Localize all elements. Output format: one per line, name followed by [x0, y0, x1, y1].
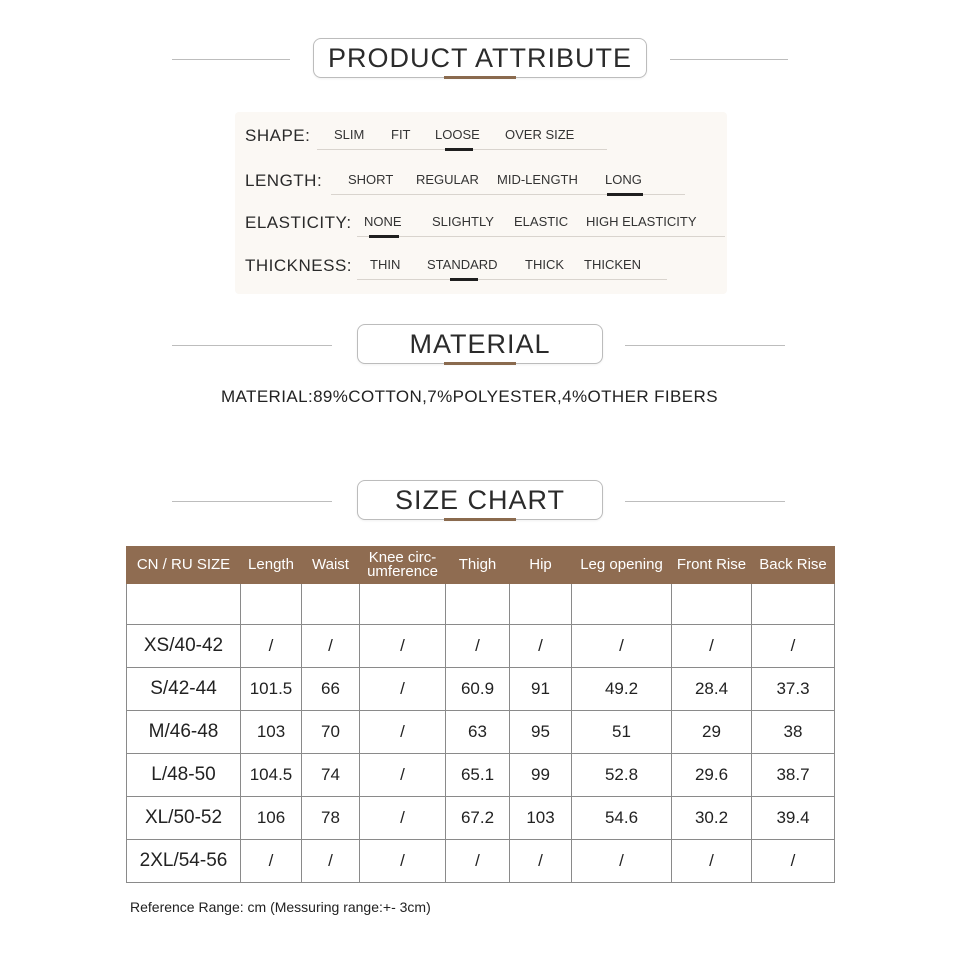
value-cell: 101.5 [241, 668, 302, 711]
header-line-right [625, 345, 785, 346]
value-cell: 78 [302, 797, 360, 840]
table-row [127, 754, 835, 797]
header-leg-opening: Leg opening [572, 547, 672, 584]
table-row [127, 711, 835, 754]
value-cell: / [360, 840, 446, 883]
attr-option: THICK [525, 257, 564, 272]
header-waist: Waist [302, 547, 360, 584]
attr-option: SHORT [348, 172, 394, 187]
attr-row-elasticity [245, 209, 725, 239]
header-line-right [670, 59, 788, 60]
table-header-row [127, 547, 835, 584]
attr-option: OVER SIZE [505, 127, 575, 142]
value-cell: 30.2 [672, 797, 752, 840]
table-row [127, 625, 835, 668]
value-cell: 60.9 [446, 668, 510, 711]
material-title: MATERIAL [409, 328, 551, 359]
value-cell: 70 [302, 711, 360, 754]
product-attribute-title-box [313, 38, 647, 78]
value-cell: / [241, 625, 302, 668]
size-chart-header [0, 480, 960, 524]
attr-option: THICKEN [584, 257, 642, 272]
value-cell: / [752, 840, 835, 883]
title-accent [444, 362, 516, 365]
size-cell: 2XL/54-56 [127, 840, 241, 883]
selected-marker [607, 193, 643, 196]
value-cell: / [510, 840, 572, 883]
table-row [127, 840, 835, 883]
size-cell: XL/50-52 [127, 797, 241, 840]
header-line-left [172, 345, 332, 346]
value-cell: / [572, 625, 672, 668]
attr-row-length [245, 167, 715, 197]
value-cell: 104.5 [241, 754, 302, 797]
table-row [127, 668, 835, 711]
value-cell: 29 [672, 711, 752, 754]
value-cell: 91 [510, 668, 572, 711]
value-cell: 54.6 [572, 797, 672, 840]
value-cell: 95 [510, 711, 572, 754]
value-cell: / [241, 840, 302, 883]
header-line-left [172, 59, 290, 60]
attr-label-shape: SHAPE: [245, 126, 311, 145]
attr-option: FIT [391, 127, 411, 142]
value-cell: 28.4 [672, 668, 752, 711]
attr-option: MID-LENGTH [497, 172, 578, 187]
attr-row-shape [245, 122, 715, 152]
value-cell: 66 [302, 668, 360, 711]
value-cell: 74 [302, 754, 360, 797]
value-cell: 103 [510, 797, 572, 840]
value-cell: / [572, 840, 672, 883]
value-cell: 39.4 [752, 797, 835, 840]
attr-rule [357, 279, 667, 280]
attr-label-elasticity: ELASTICITY: [245, 213, 352, 232]
material-header [0, 324, 960, 368]
selected-marker [369, 235, 399, 238]
value-cell: 67.2 [446, 797, 510, 840]
value-cell: / [446, 840, 510, 883]
value-cell: 38.7 [752, 754, 835, 797]
attr-rule [357, 236, 725, 237]
value-cell: 38 [752, 711, 835, 754]
value-cell: 99 [510, 754, 572, 797]
attr-option-selected: LOOSE [435, 127, 480, 142]
value-cell: / [672, 625, 752, 668]
value-cell: / [302, 625, 360, 668]
title-accent [444, 518, 516, 521]
attr-label-length: LENGTH: [245, 171, 323, 190]
value-cell: 52.8 [572, 754, 672, 797]
attr-option: THIN [370, 257, 401, 272]
title-accent [444, 76, 516, 79]
attribute-panel [235, 112, 727, 294]
value-cell: / [360, 711, 446, 754]
value-cell: / [446, 625, 510, 668]
value-cell: 63 [446, 711, 510, 754]
attr-option: REGULAR [416, 172, 479, 187]
header-back-rise: Back Rise [752, 547, 835, 584]
attr-option: SLIM [334, 127, 365, 142]
table-row [127, 797, 835, 840]
attr-option-selected: NONE [364, 214, 402, 229]
value-cell: 29.6 [672, 754, 752, 797]
header-front-rise: Front Rise [672, 547, 752, 584]
value-cell: 65.1 [446, 754, 510, 797]
attr-row-thickness [245, 252, 715, 282]
table-row-blank [127, 584, 835, 625]
header-line-right [625, 501, 785, 502]
size-chart-title: SIZE CHART [394, 484, 566, 515]
material-composition: MATERIAL:89%COTTON,7%POLYESTER,4%OTHER FIBERS [221, 387, 718, 406]
product-attribute-title: PRODUCT ATTRIBUTE [327, 42, 633, 73]
value-cell: / [360, 797, 446, 840]
header-line-left [172, 501, 332, 502]
selected-marker [445, 148, 473, 151]
value-cell: / [360, 754, 446, 797]
header-size: CN / RU SIZE [127, 547, 241, 584]
size-cell: M/46-48 [127, 711, 241, 754]
product-attribute-header [0, 38, 960, 82]
value-cell: 103 [241, 711, 302, 754]
attr-option-selected: LONG [605, 172, 642, 187]
value-cell: 49.2 [572, 668, 672, 711]
attr-option: HIGH ELASTICITY [586, 214, 697, 229]
size-cell: XS/40-42 [127, 625, 241, 668]
header-knee: Knee circ- umference [360, 547, 446, 584]
header-hip: Hip [510, 547, 572, 584]
value-cell: / [752, 625, 835, 668]
size-chart-table [126, 546, 835, 883]
header-length: Length [241, 547, 302, 584]
value-cell: 51 [572, 711, 672, 754]
value-cell: 37.3 [752, 668, 835, 711]
reference-note: Reference Range: cm (Messuring range:+- 3cm) [130, 899, 431, 915]
selected-marker [450, 278, 478, 281]
size-cell: S/42-44 [127, 668, 241, 711]
attr-option: ELASTIC [514, 214, 569, 229]
size-cell: L/48-50 [127, 754, 241, 797]
value-cell: / [360, 625, 446, 668]
attr-option: SLIGHTLY [432, 214, 494, 229]
header-thigh: Thigh [446, 547, 510, 584]
material-title-box [357, 324, 603, 364]
value-cell: / [302, 840, 360, 883]
value-cell: / [510, 625, 572, 668]
value-cell: / [672, 840, 752, 883]
attr-option-selected: STANDARD [427, 257, 498, 272]
size-chart-title-box [357, 480, 603, 520]
attr-label-thickness: THICKNESS: [245, 256, 353, 275]
value-cell: 106 [241, 797, 302, 840]
value-cell: / [360, 668, 446, 711]
